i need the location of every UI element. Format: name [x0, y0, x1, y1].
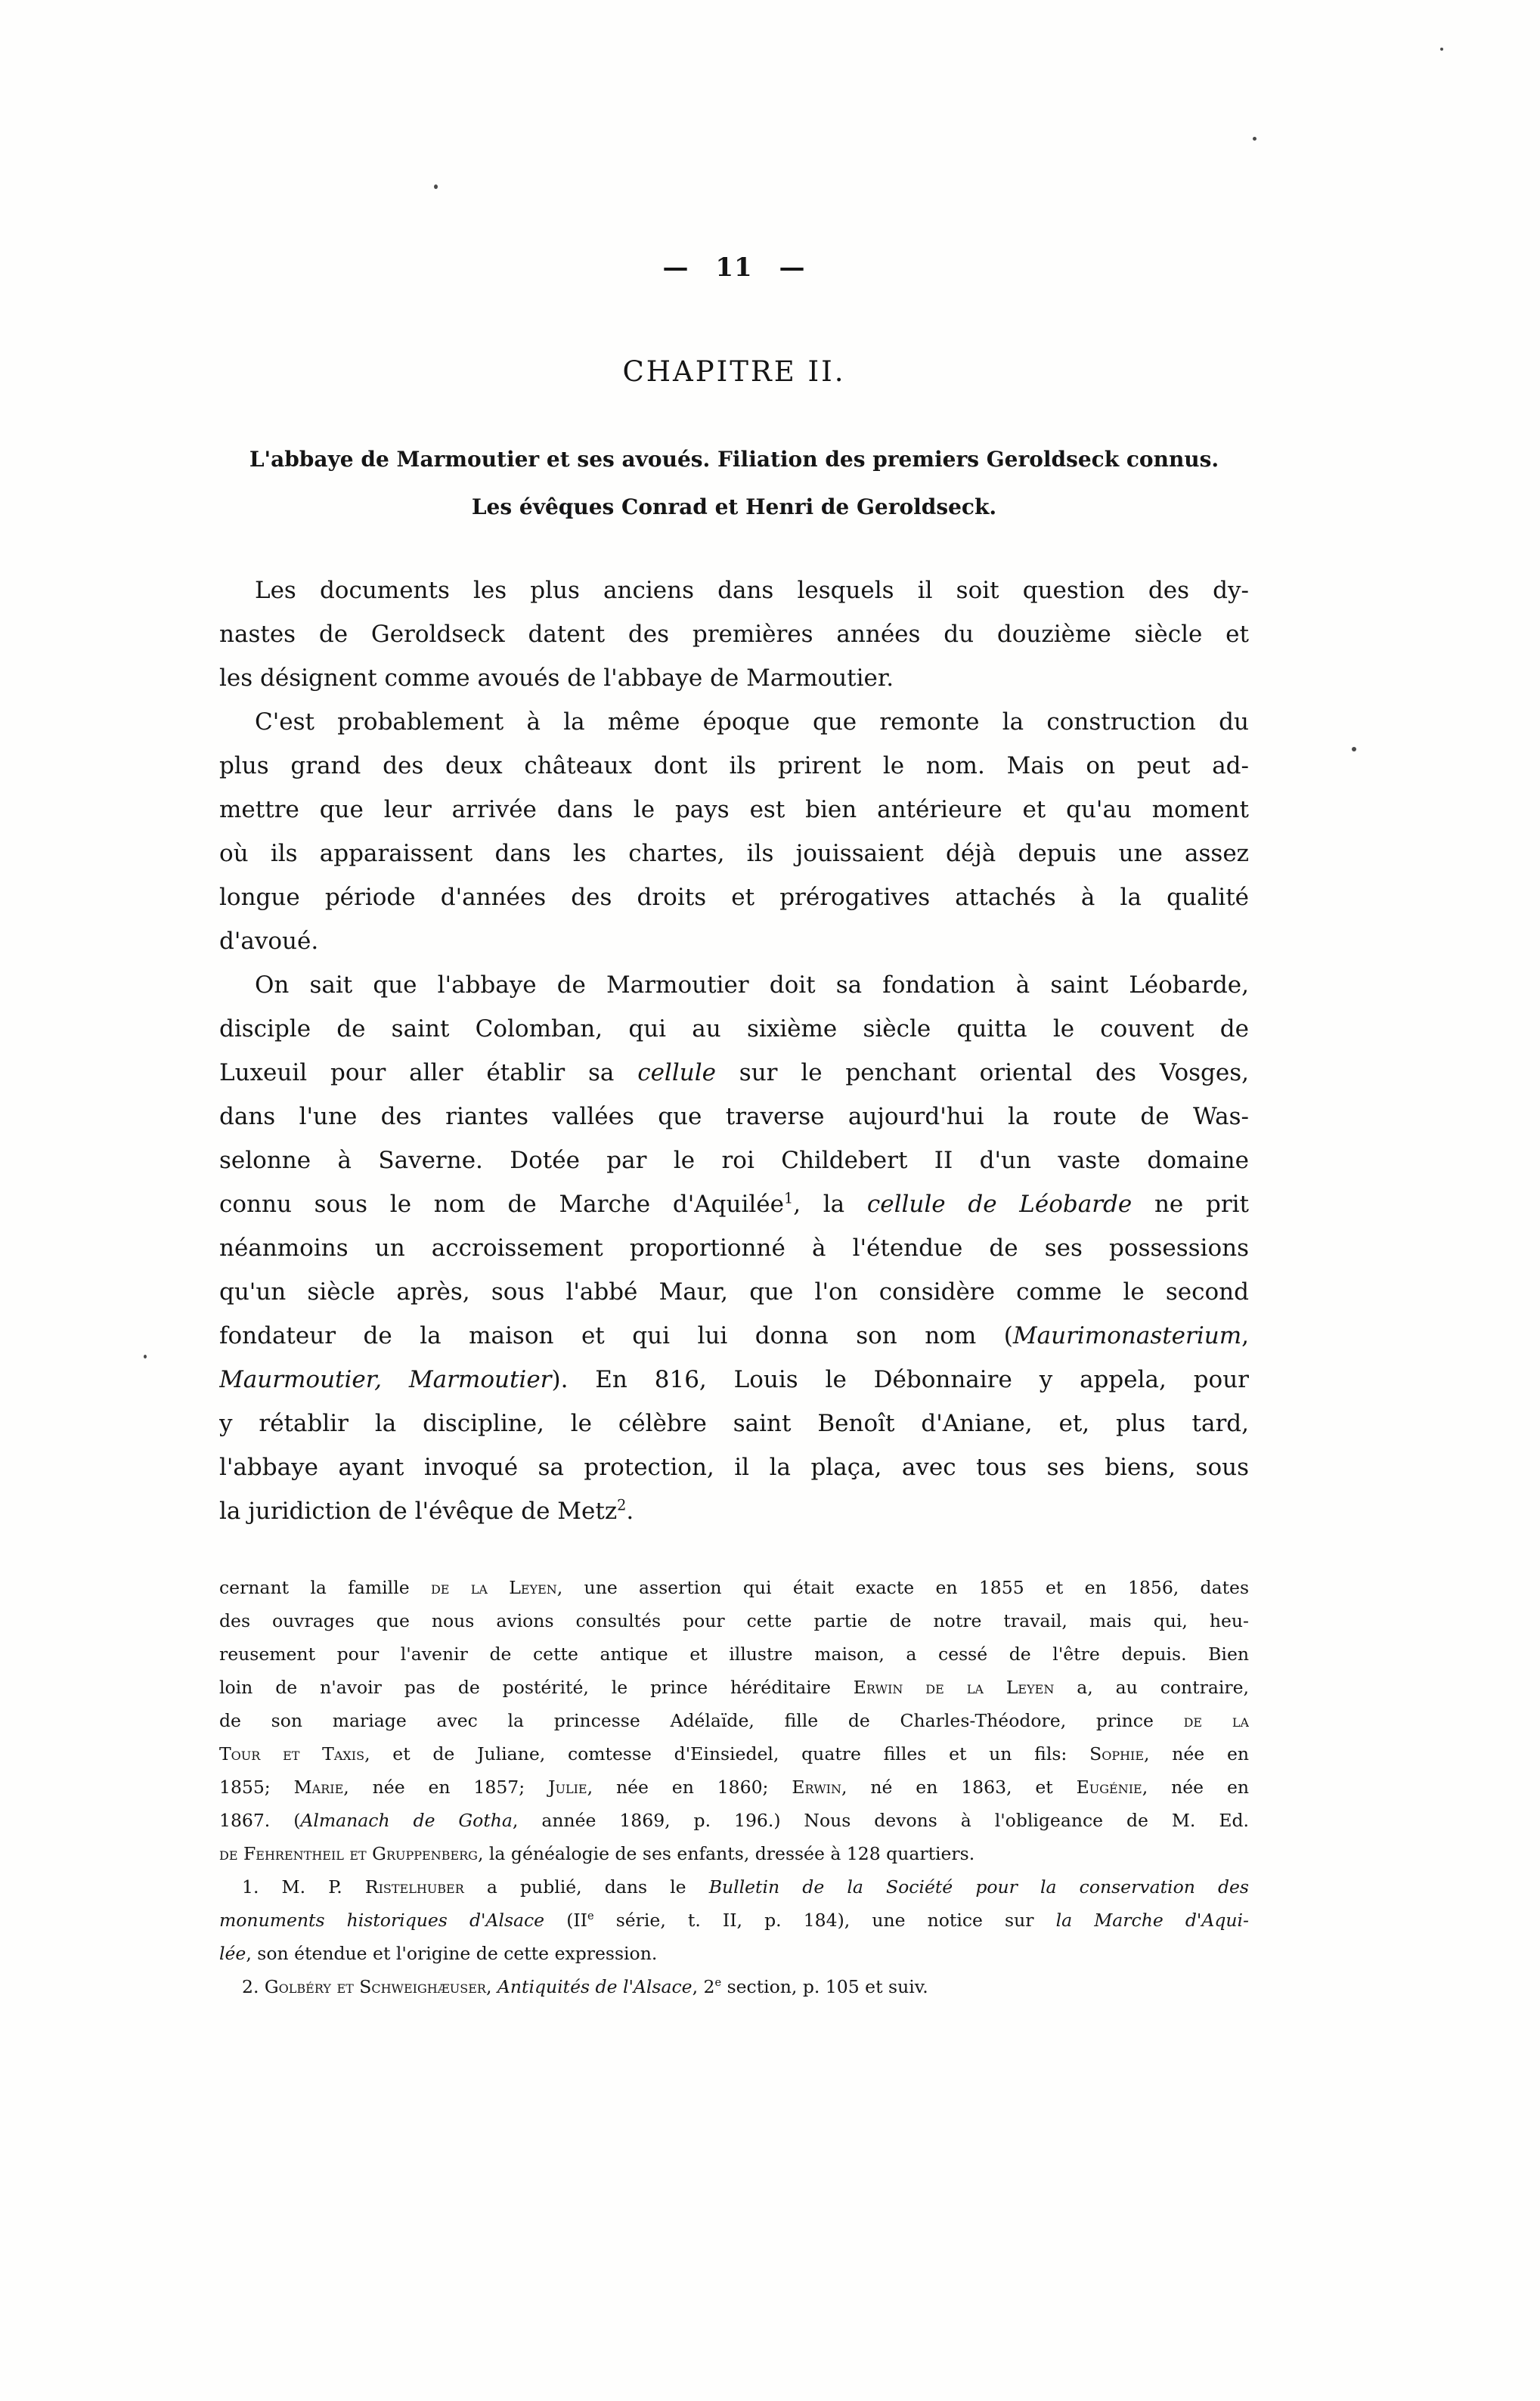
- subtitle-line-1: L'abbaye de Marmoutier et ses avoués. Filiation des premiers Geroldseck connus.: [249, 447, 1219, 472]
- text-line: [219, 1402, 1249, 1445]
- text-segment: , année 1869, p. 196.) Nous devons à l'obligeance de M. Ed.: [512, 1810, 1249, 1831]
- text-line: [219, 1637, 1249, 1671]
- text-line: [219, 1671, 1249, 1704]
- text-segment: la juridiction de l'évêque de Metz: [219, 1498, 618, 1525]
- text-line: [219, 1051, 1249, 1095]
- text-segment: , une assertion qui était exacte en 1855 et en 1856, dates: [556, 1577, 1249, 1598]
- text-segment: Erwin de la Leyen: [853, 1677, 1055, 1698]
- paragraph: [219, 568, 1249, 700]
- text-segment: qu'un siècle après, sous l'abbé Maur, que l'on considère comme le second: [219, 1278, 1249, 1306]
- text-segment: disciple de saint Colomban, qui au sixième siècle quitta le couvent de: [219, 1015, 1249, 1042]
- chapter-heading: CHAPITRE II.: [622, 355, 846, 388]
- text-line: [219, 700, 1249, 744]
- text-segment: 1867. (: [219, 1810, 301, 1831]
- paragraph: [219, 1970, 1249, 2003]
- text-segment: , née en 1857;: [343, 1777, 549, 1798]
- paragraph: [219, 1571, 1249, 1870]
- text-line: [219, 1704, 1249, 1737]
- text-segment: monuments historiques d'Alsace: [219, 1910, 545, 1931]
- text-segment: selonne à Saverne. Dotée par le roi Childebert II d'un vaste domaine: [219, 1147, 1249, 1174]
- page-number: — 11 —: [662, 252, 806, 283]
- chapter-subtitle: [219, 435, 1249, 531]
- text-segment: plus grand des deux châteaux dont ils prirent le nom. Mais on peut ad-: [219, 752, 1249, 779]
- text-segment: , née en: [1144, 1743, 1249, 1764]
- text-segment: néanmoins un accroissement proportionné à l'étendue de ses possessions: [219, 1235, 1249, 1262]
- scan-speck: [1352, 747, 1356, 751]
- text-segment: de la: [1183, 1710, 1249, 1731]
- text-line: [219, 1358, 1249, 1402]
- body-text: [219, 568, 1249, 1533]
- text-segment: Ristelhuber: [364, 1876, 464, 1898]
- text-segment: d'avoué.: [219, 928, 319, 955]
- scan-speck: [1440, 48, 1443, 51]
- text-segment: 2: [617, 1496, 627, 1514]
- text-segment: , la généalogie de ses enfants, dressée à 128 quartiers.: [477, 1843, 975, 1864]
- text-segment: ,: [1241, 1322, 1249, 1349]
- text-segment: section, p. 105 et suiv.: [721, 1976, 928, 1997]
- text-line: [219, 1226, 1249, 1270]
- text-line: [219, 656, 1249, 700]
- text-segment: (II: [544, 1910, 587, 1931]
- text-line: [219, 919, 1249, 963]
- text-segment: , la: [793, 1191, 867, 1218]
- text-line: [219, 1445, 1249, 1489]
- text-segment: sur le penchant oriental des Vosges,: [715, 1059, 1249, 1086]
- text-line: [219, 612, 1249, 656]
- text-segment: , son étendue et l'origine de cette expression.: [246, 1943, 658, 1964]
- text-segment: Sophie: [1089, 1743, 1145, 1764]
- text-line: [219, 1314, 1249, 1358]
- text-line: [219, 1937, 1249, 1970]
- text-line: [219, 1489, 1249, 1533]
- text-segment: Tour et Taxis: [219, 1743, 365, 1764]
- text-segment: connu sous le nom de Marche d'Aquilée: [219, 1191, 784, 1218]
- text-segment: C'est probablement à la même époque que remonte la construction du: [255, 708, 1249, 736]
- text-segment: On sait que l'abbaye de Marmoutier doit sa fondation à saint Léobarde,: [255, 971, 1249, 999]
- text-line: [219, 1139, 1249, 1182]
- text-segment: 2.: [242, 1976, 265, 1997]
- text-segment: , et de Juliane, comtesse d'Einsiedel, quatre filles et un fils:: [364, 1743, 1090, 1764]
- text-line: [219, 1870, 1249, 1904]
- text-line: [219, 1904, 1249, 1937]
- text-segment: longue période d'années des droits et prérogatives attachés à la qualité: [219, 884, 1249, 911]
- scan-speck: [144, 1355, 147, 1359]
- text-line: [219, 744, 1249, 788]
- footnotes-block: [219, 1571, 1249, 2003]
- text-segment: dans l'une des riantes vallées que traverse aujourd'hui la route de Was-: [219, 1103, 1249, 1130]
- text-line: [219, 1804, 1249, 1837]
- text-line: [219, 963, 1249, 1007]
- text-segment: Maurmoutier, Marmoutier: [219, 1366, 552, 1393]
- text-segment: cellule de Léobarde: [866, 1191, 1133, 1218]
- text-segment: Maurimonasterium: [1012, 1322, 1242, 1349]
- text-segment: de Fehrentheil et Gruppenberg: [219, 1843, 478, 1864]
- text-line: [219, 875, 1249, 919]
- text-line: [219, 1571, 1249, 1604]
- paragraph: [219, 1870, 1249, 1970]
- text-line: [219, 832, 1249, 875]
- text-segment: Almanach de Gotha: [300, 1810, 513, 1831]
- text-line: [219, 1737, 1249, 1771]
- text-segment: ). En 816, Louis le Débonnaire y appela, pour: [551, 1366, 1249, 1393]
- text-segment: Les documents les plus anciens dans lesquels il soit question des dy-: [255, 577, 1249, 604]
- text-segment: de son mariage avec la princesse Adélaïde, fille de Charles-Théodore, prince: [219, 1710, 1184, 1731]
- text-segment: 1855;: [219, 1777, 294, 1798]
- text-segment: reusement pour l'avenir de cette antique et illustre maison, a cessé de l'être depuis. Bien: [219, 1644, 1249, 1665]
- text-segment: de la Leyen: [430, 1577, 557, 1598]
- text-segment: , né en 1863, et: [841, 1777, 1077, 1798]
- text-segment: Luxeuil pour aller établir sa: [219, 1059, 638, 1086]
- text-segment: lée: [219, 1943, 246, 1964]
- text-segment: .: [626, 1498, 634, 1525]
- text-segment: a, au contraire,: [1054, 1677, 1249, 1698]
- text-segment: cellule: [637, 1059, 716, 1086]
- text-line: [219, 1007, 1249, 1051]
- text-line: [219, 788, 1249, 832]
- text-segment: a publié, dans le: [463, 1876, 709, 1898]
- text-segment: Marie: [293, 1777, 344, 1798]
- text-line: [219, 1604, 1249, 1637]
- text-segment: l'abbaye ayant invoqué sa protection, il la plaça, avec tous ses biens, sous: [219, 1454, 1249, 1481]
- text-segment: , née en 1860;: [587, 1777, 792, 1798]
- text-segment: , née en: [1142, 1777, 1249, 1798]
- text-segment: série, t. II, p. 184), une notice sur: [593, 1910, 1056, 1931]
- text-segment: Erwin: [792, 1777, 841, 1798]
- text-segment: e: [714, 1976, 722, 1990]
- text-line: [219, 568, 1249, 612]
- text-segment: 1: [783, 1189, 794, 1207]
- subtitle-line-2: Les évêques Conrad et Henri de Geroldseck.: [471, 494, 997, 519]
- text-line: [219, 1970, 1249, 2003]
- text-segment: Bulletin de la Société pour la conservation des: [708, 1876, 1249, 1898]
- text-line: [219, 1270, 1249, 1314]
- text-segment: mettre que leur arrivée dans le pays est bien antérieure et qu'au moment: [219, 796, 1249, 823]
- text-segment: nastes de Geroldseck datent des premières années du douzième siècle et: [219, 621, 1249, 648]
- text-segment: Julie: [548, 1777, 587, 1798]
- text-line: [219, 1095, 1249, 1139]
- text-segment: , 2: [692, 1976, 715, 1997]
- text-line: [219, 1771, 1249, 1804]
- text-segment: les désignent comme avoués de l'abbaye de Marmoutier.: [219, 665, 894, 692]
- text-line: [219, 1182, 1249, 1226]
- text-segment: cernant la famille: [219, 1577, 431, 1598]
- text-line: [219, 1837, 1249, 1870]
- paragraph: [219, 963, 1249, 1533]
- text-segment: Antiquités de l'Alsace: [497, 1976, 693, 1997]
- scan-speck: [434, 184, 438, 189]
- text-segment: e: [587, 1910, 594, 1923]
- text-segment: des ouvrages que nous avions consultés pour cette partie de notre travail, mais qui, heu-: [219, 1610, 1249, 1631]
- text-segment: y rétablir la discipline, le célèbre saint Benoît d'Aniane, et, plus tard,: [219, 1410, 1249, 1437]
- scan-speck: [1253, 137, 1256, 141]
- text-segment: 1. M. P.: [242, 1876, 365, 1898]
- text-segment: loin de n'avoir pas de postérité, le prince héréditaire: [219, 1677, 854, 1698]
- text-segment: Golbéry et Schweighæuser: [264, 1976, 486, 1997]
- text-segment: la Marche d'Aqui-: [1055, 1910, 1249, 1931]
- text-segment: fondateur de la maison et qui lui donna son nom (: [219, 1322, 1013, 1349]
- text-segment: ne prit: [1132, 1191, 1249, 1218]
- text-segment: Eugénie: [1076, 1777, 1142, 1798]
- text-segment: ,: [485, 1976, 497, 1997]
- text-segment: où ils apparaissent dans les chartes, ils jouissaient déjà depuis une assez: [219, 840, 1249, 867]
- paragraph: [219, 700, 1249, 963]
